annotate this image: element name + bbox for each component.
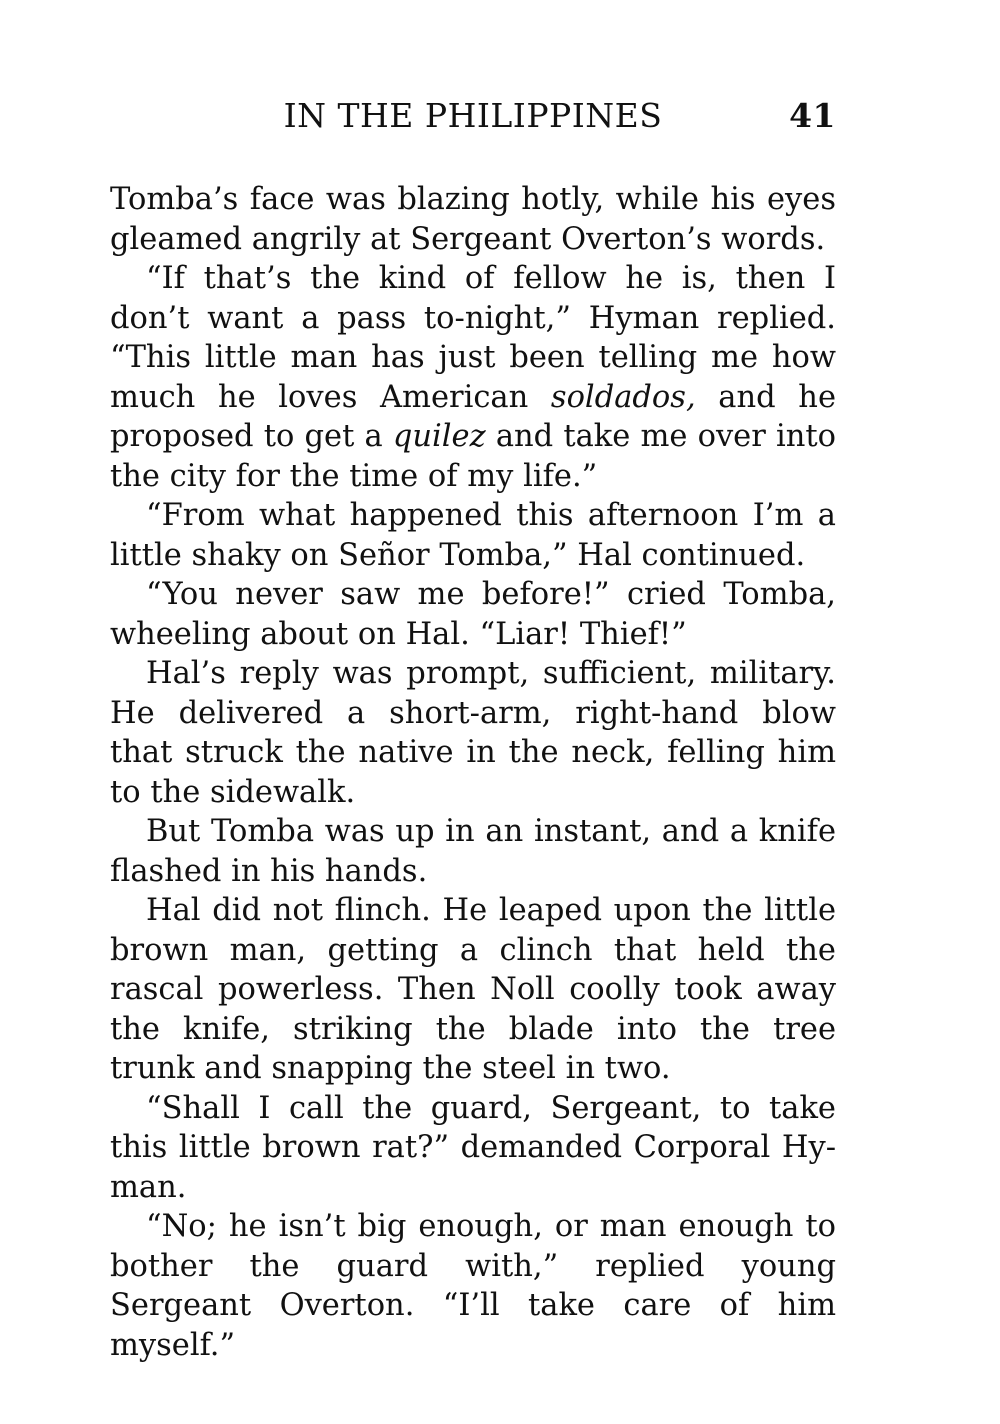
text-run: and he proposed to get a <box>110 379 837 454</box>
body-text <box>110 180 836 1365</box>
italic-word: soldados, <box>550 379 696 415</box>
text-run: Hal’s reply was prompt, sufficient, military. He delivered a short-arm, right-hand blow that struck the native in the neck, felling him to the sidewalk. <box>110 656 836 810</box>
text-run: Hal did not flinch. He leaped upon the little brown man, getting a clinch that held the rascal powerless. Then Noll coolly took away the knife, striking the blade into the tree trunk and snapping the steel in two. <box>110 893 836 1086</box>
paragraph <box>110 891 836 1089</box>
paragraph <box>110 575 836 654</box>
text-run: “You never saw me before!” cried Tomba, wheeling about on Hal. “Liar! Thief!” <box>110 577 836 652</box>
text-run: “If that’s the kind of fellow he is, then I don’t want a pass to-night,” Hyman replied. “This little man has just been telling me how much he loves American <box>110 261 836 415</box>
text-run: “Shall I call the guard, Sergeant, to take this little brown rat?” demanded Corporal Hyman. <box>110 1090 836 1205</box>
text-run: But Tomba was up in an instant, and a knife flashed in his hands. <box>110 814 836 889</box>
running-header <box>110 92 836 140</box>
page-number: 41 <box>789 96 836 135</box>
paragraph <box>110 259 836 496</box>
paragraph <box>110 1089 836 1208</box>
text-run: Tomba’s face was blazing hotly, while his eyes gleamed angrily at Sergeant Overton’s words. <box>110 182 836 257</box>
paragraph <box>110 496 836 575</box>
italic-word: quilez <box>392 419 486 454</box>
paragraph <box>110 1207 836 1365</box>
paragraph <box>110 180 836 259</box>
paragraph <box>110 654 836 812</box>
text-run: and take me over into the city for the time of my life.” <box>110 419 836 494</box>
text-run: “From what happened this afternoon I’m a little shaky on Señor Tomba,” Hal continued. <box>110 498 836 573</box>
paragraph <box>110 812 836 891</box>
text-run: “No; he isn’t big enough, or man enough to bother the guard with,” replied young Sergeant Overton. “I’ll take care of him myself.” <box>110 1209 836 1363</box>
running-title: IN THE PHILIPPINES <box>283 96 663 135</box>
